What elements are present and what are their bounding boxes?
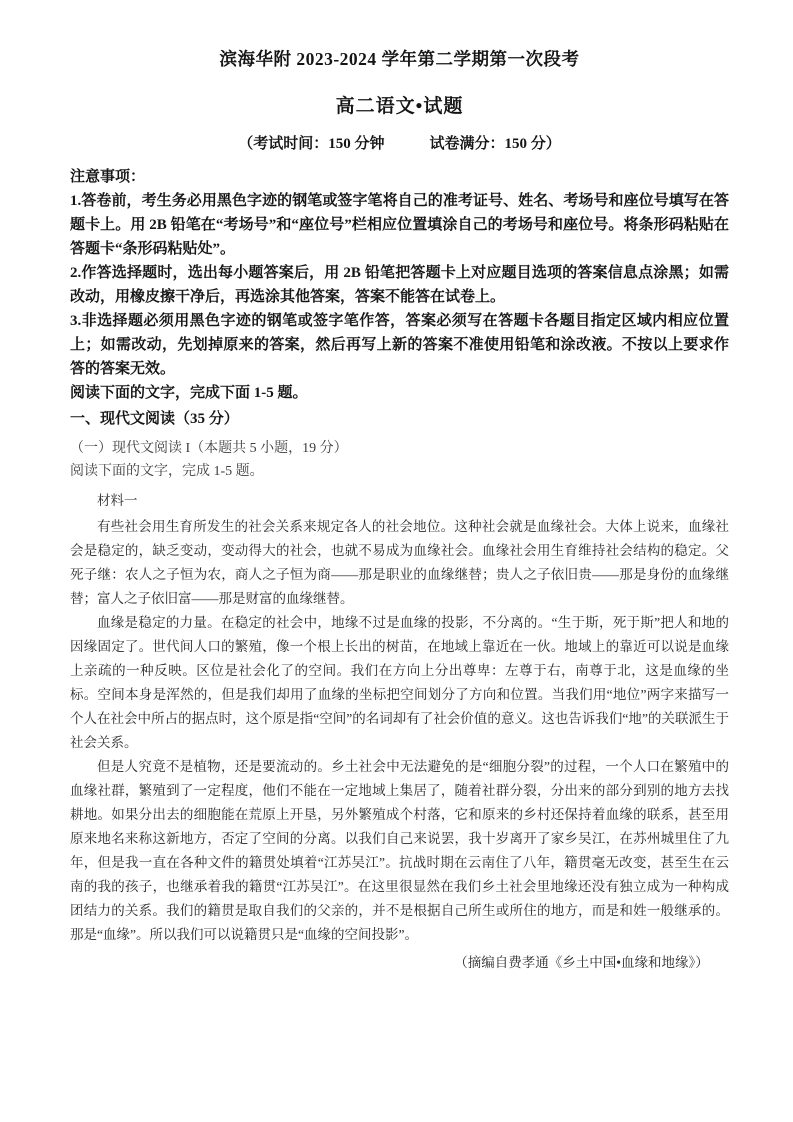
section-reading-instruction: 阅读下面的文字，完成 1-5 题。 <box>70 464 264 480</box>
reading-instruction-bold: 阅读下面的文字，完成下面 1-5 题。 <box>70 385 308 401</box>
section-subheading-reading-1: （一）现代文阅读 I（本题共 5 小题，19 分） <box>70 440 348 456</box>
material-paragraph-1: 有些社会用生育所发生的社会关系来规定各人的社会地位。这种社会就是血缘社会。大体上说来，血缘社会是稳定的，缺乏变动，变动得大的社会，也就不易成为血缘社会。血缘社会用生育维持社会结构的稳定。父死子继：农人之子恒为农，商人之子恒为商——那是职业的血缘继替；贵人之子依旧贵——那是身份的血缘继替；富人之子依旧富——那是财富的血缘继替。 <box>70 519 729 607</box>
material-one-label: 材料一 <box>97 493 138 509</box>
exam-title: 滨海华附 2023-2024 学年第二学期第一次段考 <box>219 49 580 69</box>
section-heading-modern-reading: 一、现代文阅读（35 分） <box>70 411 239 427</box>
material-paragraph-3: 但是人究竟不是植物，还是要流动的。乡土社会中无法避免的是“细胞分裂”的过程，一个人口在繁殖中的血缘社群，繁殖到了一定程度，他们不能在一定地域上集居了，随着社群分裂，分出来的部分到别的地方去找耕地。如果分出去的细胞能在荒原上开垦，另外繁殖成个村落，它和原来的乡村还保持着血缘的联系，甚至用原来地名来称这新地方，否定了空间的分离。以我们自己来说罢，我十岁离开了家乡吴江，在苏州城里住了九年，但是我一直在各种文件的籍贯处填着“江苏吴江”。抗战时期在云南住了八年，籍贯毫无改变，甚至生在云南的我的孩子，也继承着我的籍贯“江苏吴江”。在这里很显然在我们乡土社会里地缘还没有独立成为一种构成团结力的关系。我们的籍贯是取自我们的父亲的，并不是根据自己所生或所住的地方，而是和姓一般继承的。那是“血缘”。所以我们可以说籍贯只是“血缘的空间投影”。 <box>70 759 729 943</box>
notice-heading: 注意事项： <box>70 169 146 185</box>
notice-item-2: 2.作答选择题时，选出每小题答案后，用 2B 铅笔把答题卡上对应题目选项的答案信息点涂黑；如需改动，用橡皮擦干净后，再选涂其他答案，答案不能答在试卷上。 <box>70 265 729 305</box>
exam-time-score-info: （考试时间：150 分钟 试卷满分：150 分） <box>238 136 561 152</box>
exam-subtitle: 高二语文•试题 <box>335 96 464 117</box>
material-paragraph-2: 血缘是稳定的力量。在稳定的社会中，地缘不过是血缘的投影，不分离的。“生于斯，死于斯”把人和地的因缘固定了。世代间人口的繁殖，像一个根上长出的树苗，在地域上靠近在一伙。地域上的靠近可以说是血缘上亲疏的一种反映。区位是社会化了的空间。我们在方向上分出尊卑：左尊于右，南尊于北，这是血缘的坐标。空间本身是浑然的，但是我们却用了血缘的坐标把空间划分了方向和位置。当我们用“地位”两字来描写一个人在社会中所占的据点时，这个原是指“空间”的名词却有了社会价值的意义。这也告诉我们“地”的关联派生于社会关系。 <box>70 615 729 751</box>
notice-item-3: 3.非选择题必须用黑色字迹的钢笔或签字笔作答，答案必须写在答题卡各题目指定区域内相应位置上；如需改动，先划掉原来的答案，然后再写上新的答案不准使用铅笔和涂改液。不按以上要求作答的答案无效。 <box>70 313 729 377</box>
material-attribution: （摘编自费孝通《乡土中国•血缘和地缘》） <box>454 955 709 971</box>
notice-item-1: 1.答卷前，考生务必用黑色字迹的钢笔或签字笔将自己的准考证号、姓名、考场号和座位号填写在答题卡上。用 2B 铅笔在“考场号”和“座位号”栏相应位置填涂自己的考场号和座位号。将条形码粘贴在答题卡“条形码粘贴处”。 <box>70 193 729 257</box>
